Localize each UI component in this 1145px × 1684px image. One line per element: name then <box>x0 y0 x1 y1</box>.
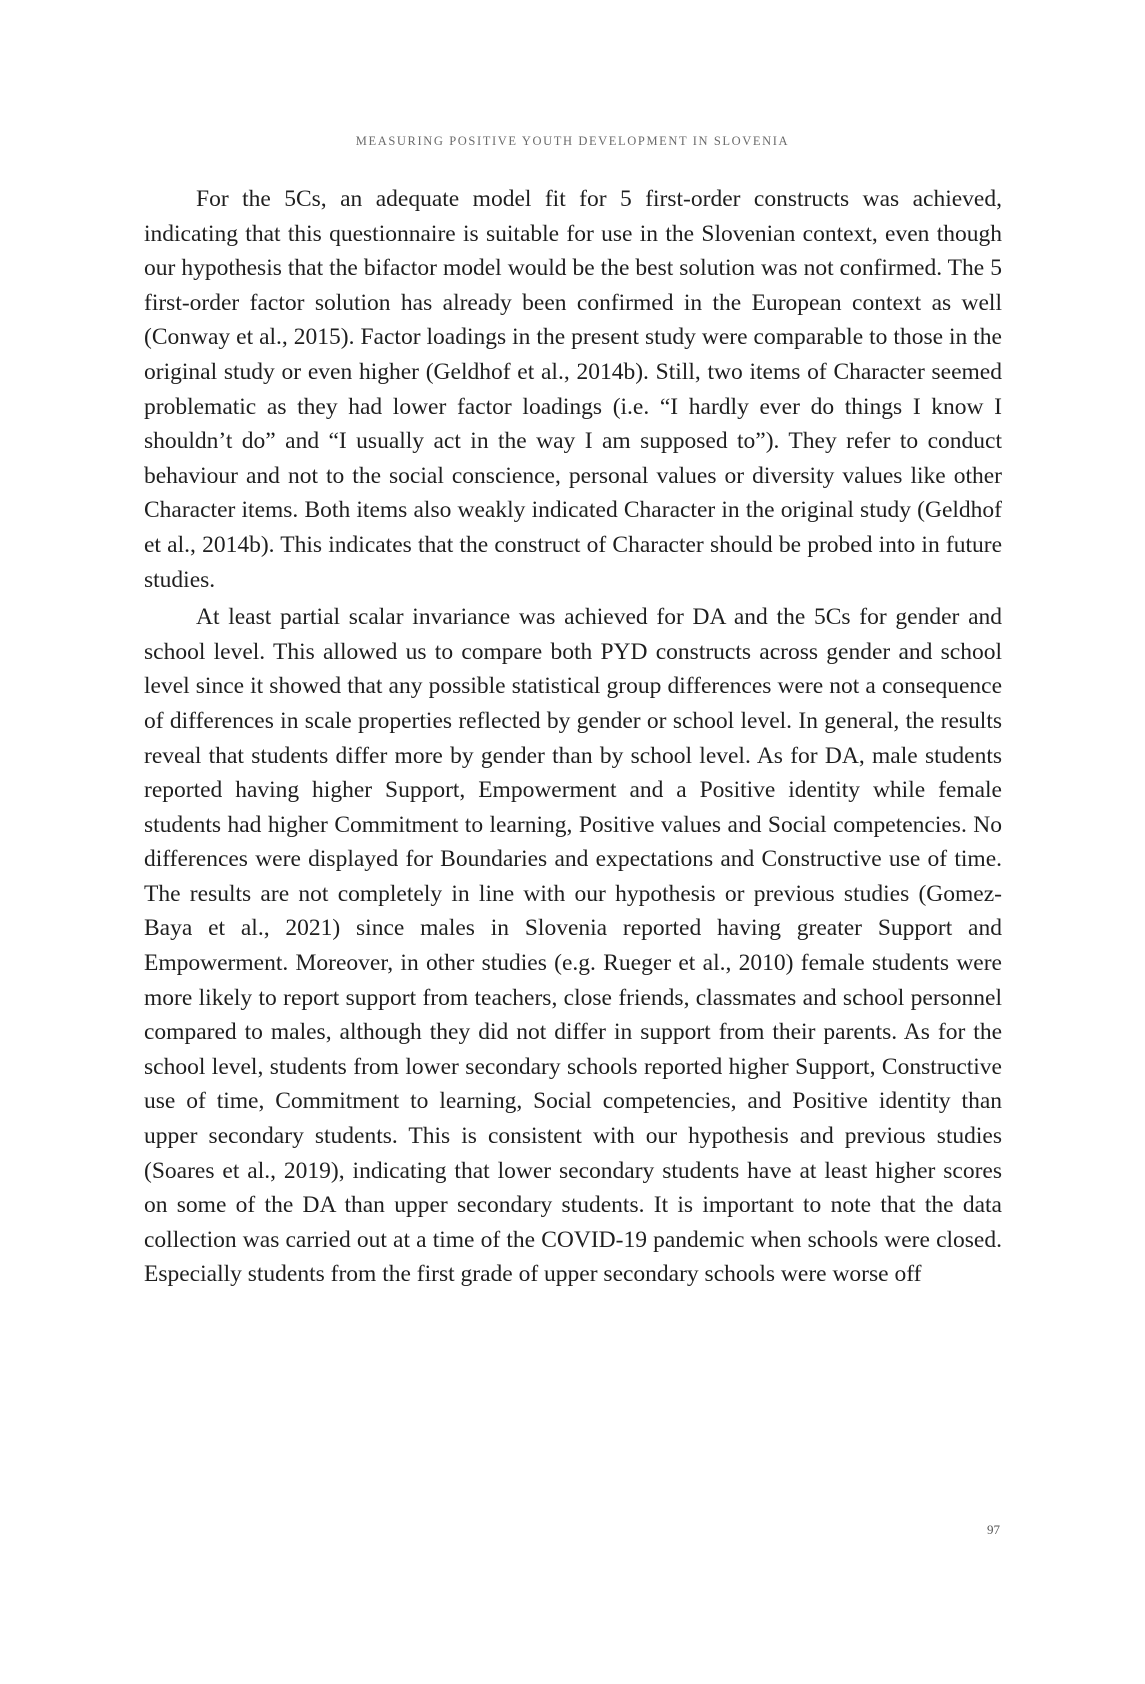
body-text <box>144 182 1002 1295</box>
running-head: MEASURING POSITIVE YOUTH DEVELOPMENT IN SLOVENIA <box>355 134 790 148</box>
paragraph-scalar-invariance: At least partial scalar invariance was achieved for DA and the 5Cs for gender and school level. This allowed us to compare both PYD constructs across gender and school level since it showed that any possible statistical group differences were not a consequence of differences in scale properties reflected by gender or school level. In general, the results reveal that students differ more by gender than by school level. As for DA, male students reported having higher Support, Empowerment and a Positive identity while female students had higher Commitment to learning, Positive values and Social competencies. No differences were displayed for Boundaries and expectations and Constructive use of time. The results are not completely in line with our hypothesis or previous studies (Gomez-Baya et al., 2021) since males in Slovenia reported having greater Support and Empowerment. Moreover, in other studies (e.g. Rueger et al., 2010) female students were more likely to report support from teachers, close friends, classmates and school personnel compared to males, although they did not differ in support from their parents. As for the school level, students from lower secondary schools reported higher Support, Constructive use of time, Commitment to learning, Social competencies, and Positive identity than upper secondary students. This is consistent with our hypothesis and previous studies (Soares et al., 2019), indicating that lower secondary students have at least higher scores on some of the DA than upper secondary students. It is important to note that the data collection was carried out at a time of the COVID-19 pandemic when schools were closed. Especially students from the first grade of upper secondary schools were worse off <box>144 604 1002 1288</box>
paragraph-5cs-model-fit: For the 5Cs, an adequate model fit for 5 first-order constructs was achieved, indicating that this questionnaire is suitable for use in the Slovenian context, even though our hypothesis that the bifactor model would be the best solution was not confirmed. The 5 first-order factor solution has already been confirmed in the European context as well (Conway et al., 2015). Factor loadings in the present study were comparable to those in the original study or even higher (Geldhof et al., 2014b). Still, two items of Character seemed problematic as they had lower factor loadings (i.e. “I hardly ever do things I know I shouldn’t do” and “I usually act in the way I am supposed to”). They refer to conduct behaviour and not to the social conscience, personal values or diversity values like other Character items. Both items also weakly indicated Character in the original study (Geldhof et al., 2014b). This indicates that the construct of Character should be probed into in future studies. <box>144 186 1002 593</box>
page-number: 97 <box>987 1522 1000 1537</box>
